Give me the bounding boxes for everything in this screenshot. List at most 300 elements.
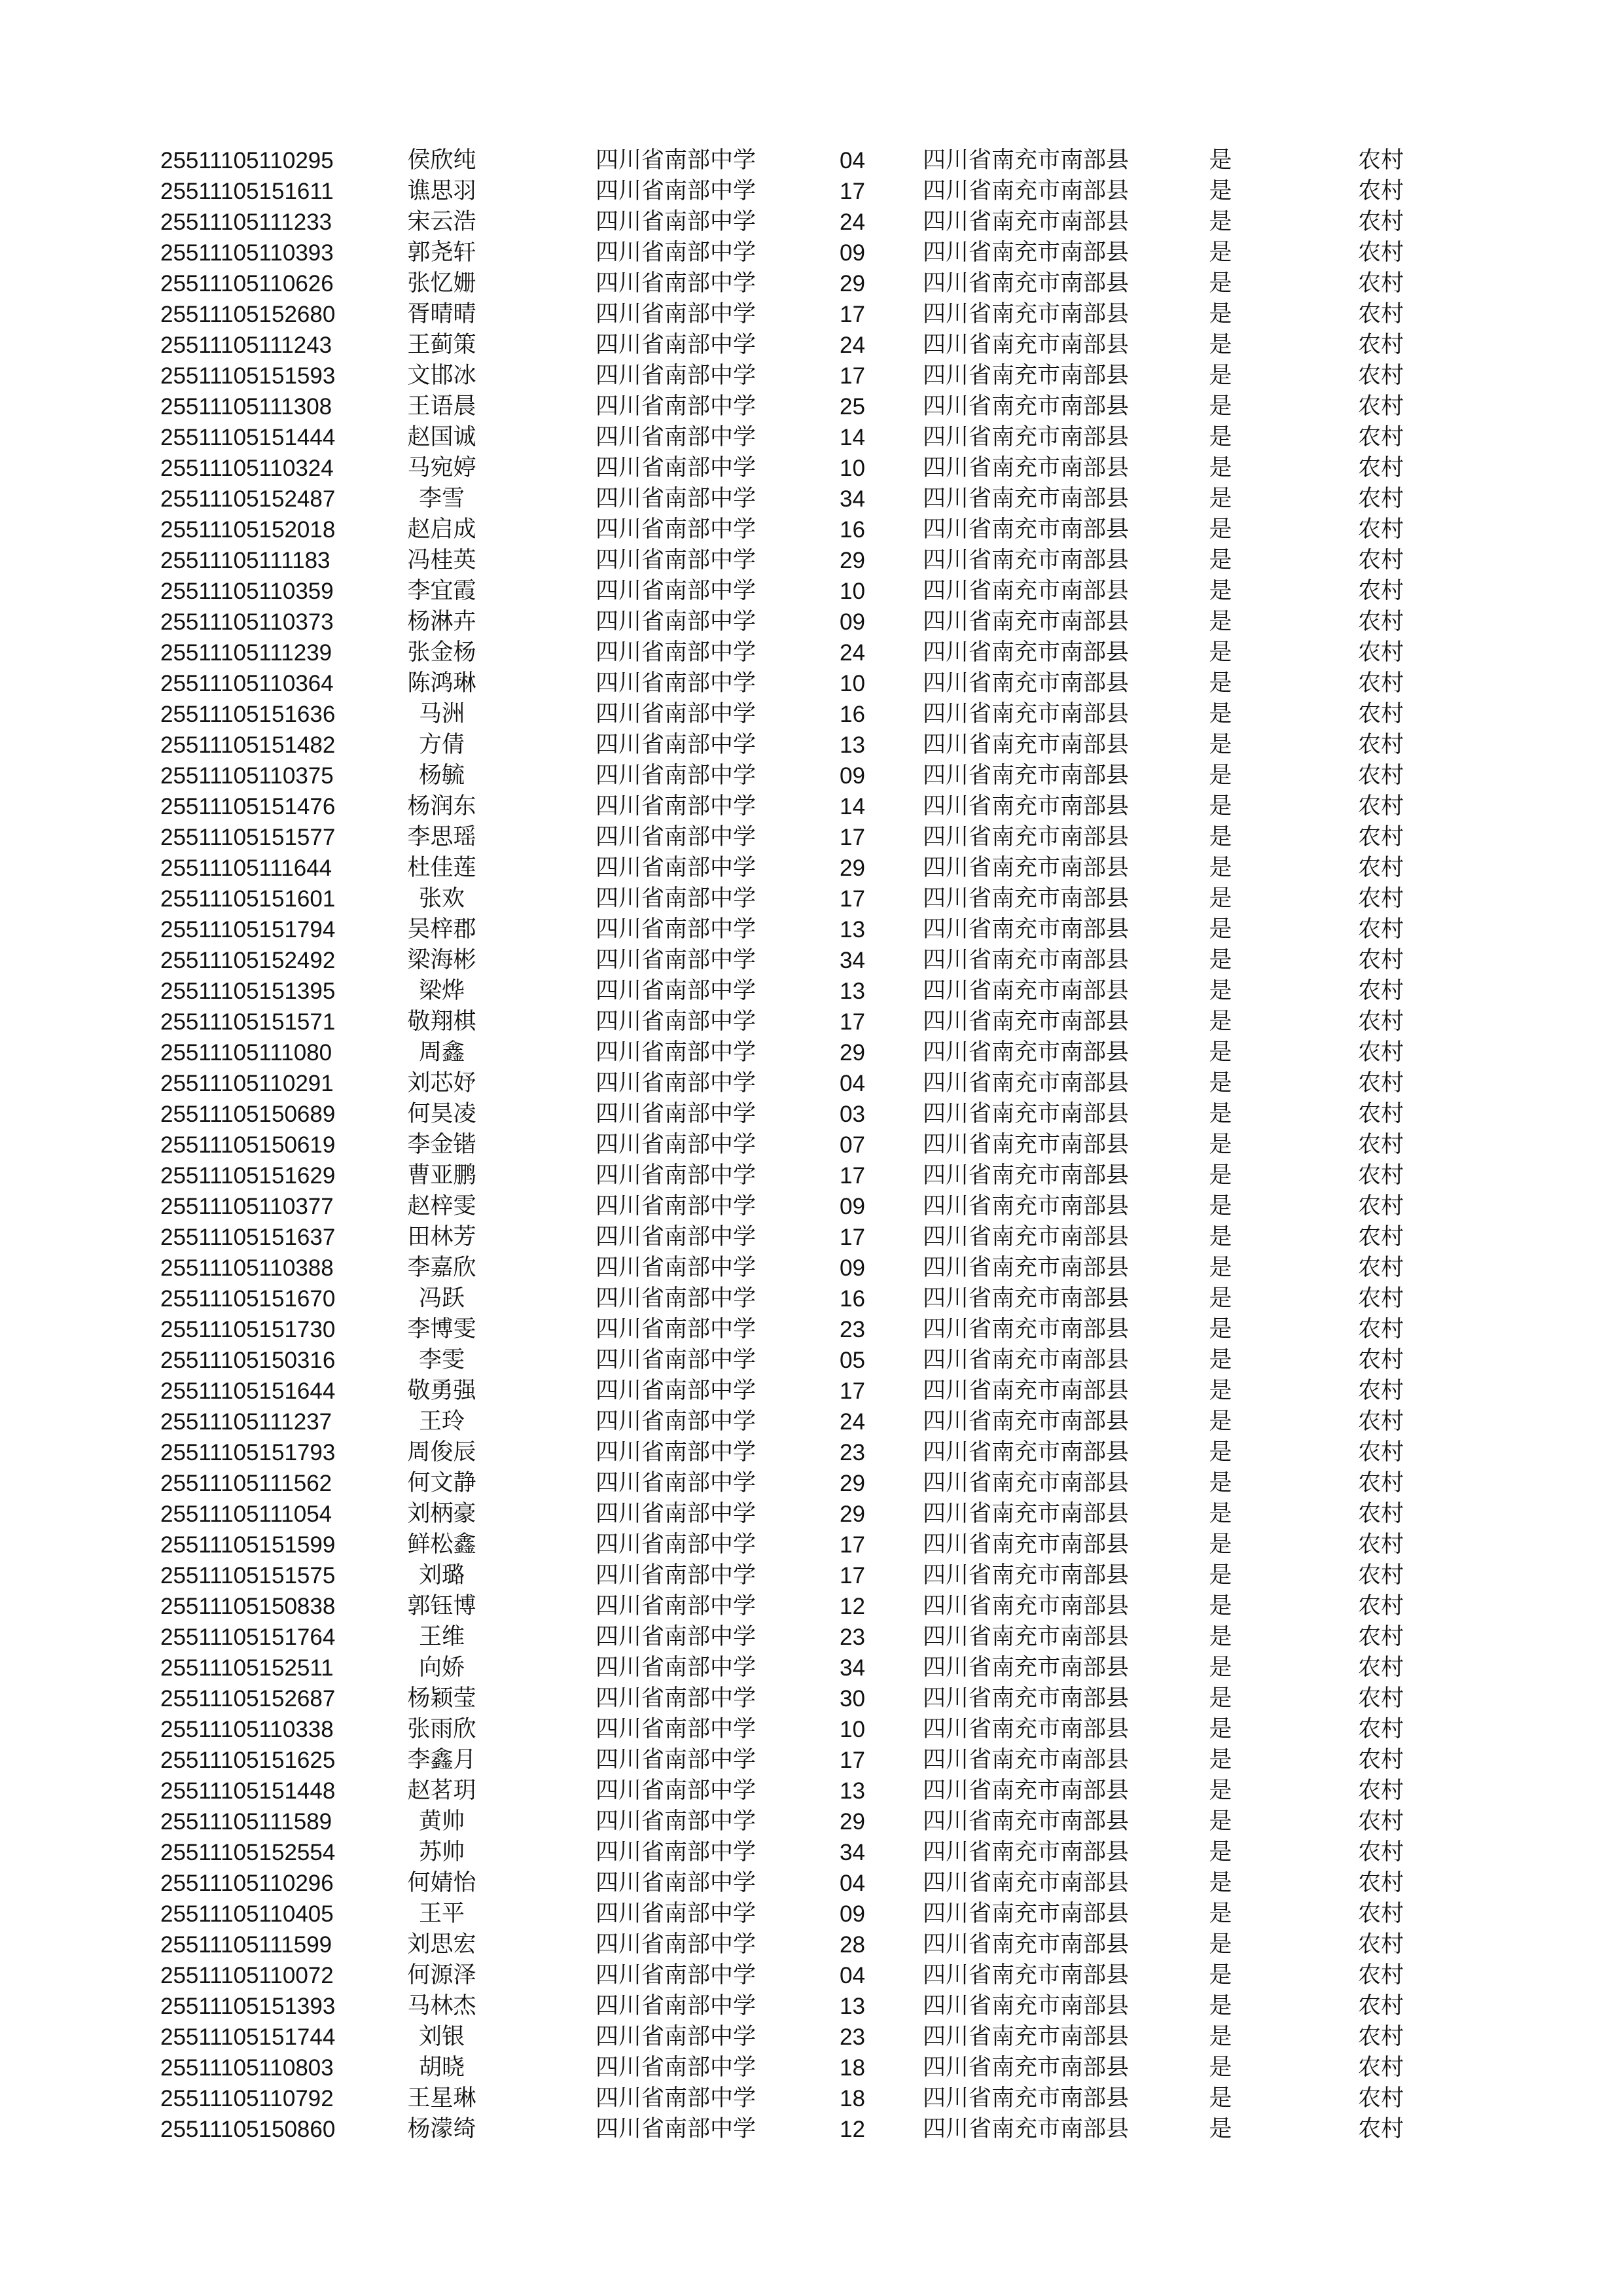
- region-cell: 四川省南充市南部县: [923, 1716, 1130, 1742]
- school-cell: 四川省南部中学: [596, 639, 757, 666]
- flag-cell: 是: [1209, 178, 1232, 204]
- flag-cell: 是: [1209, 1132, 1232, 1158]
- exam-id-cell: 25511105150860: [160, 2117, 336, 2142]
- region-cell: 四川省南充市南部县: [923, 1347, 1130, 1373]
- spacer-cell: [491, 330, 596, 361]
- exam-id-cell: 25511105150619: [160, 1132, 336, 1158]
- household-type-cell: 农村: [1357, 455, 1404, 481]
- household-type-cell: 农村: [1357, 1224, 1404, 1250]
- spacer-cell: [491, 453, 596, 484]
- school-cell: 四川省南部中学: [596, 147, 757, 173]
- student-name-cell: 刘柄豪: [407, 1501, 476, 1527]
- region-cell: 四川省南充市南部县: [923, 209, 1130, 235]
- student-name-cell: 梁烨: [418, 978, 465, 1004]
- flag-cell: 是: [1209, 855, 1232, 881]
- flag-cell: 是: [1209, 209, 1232, 235]
- exam-id-cell: 25511105111589: [160, 1809, 332, 1835]
- class-cell: 29: [840, 1809, 865, 1835]
- household-type-cell: 农村: [1357, 209, 1404, 235]
- class-cell: 04: [840, 1963, 865, 1988]
- exam-id-cell: 25511105152492: [160, 948, 336, 973]
- student-name-cell: 杜佳莲: [407, 855, 476, 881]
- household-type-cell: 农村: [1357, 1255, 1404, 1281]
- exam-id-cell: 25511105111239: [160, 640, 332, 666]
- region-cell: 四川省南充市南部县: [923, 1839, 1130, 1865]
- student-name-cell: 杨毓: [418, 762, 465, 789]
- exam-id-cell: 25511105151629: [160, 1163, 336, 1189]
- flag-cell: 是: [1209, 1747, 1232, 1773]
- table-row: [160, 1191, 1482, 1222]
- flag-cell: 是: [1209, 1839, 1232, 1865]
- household-type-cell: 农村: [1357, 1532, 1404, 1558]
- exam-id-cell: 25511105111644: [160, 855, 332, 881]
- table-row: [160, 1468, 1482, 1499]
- table-row: [160, 1899, 1482, 1929]
- spacer-cell: [491, 607, 596, 637]
- household-type-cell: 农村: [1357, 1747, 1404, 1773]
- exam-id-cell: 25511105151393: [160, 1994, 336, 2019]
- table-row: [160, 668, 1482, 699]
- school-cell: 四川省南部中学: [596, 393, 757, 420]
- region-cell: 四川省南充市南部县: [923, 1685, 1130, 1712]
- school-cell: 四川省南部中学: [596, 578, 757, 604]
- class-cell: 17: [840, 1748, 865, 1773]
- class-cell: 17: [840, 1532, 865, 1558]
- household-type-cell: 农村: [1357, 2085, 1404, 2111]
- region-cell: 四川省南充市南部县: [923, 1070, 1130, 1096]
- class-cell: 09: [840, 1901, 865, 1927]
- flag-cell: 是: [1209, 1993, 1232, 2019]
- student-name-cell: 何文静: [407, 1470, 476, 1496]
- table-row: [160, 484, 1482, 514]
- household-type-cell: 农村: [1357, 424, 1404, 450]
- class-cell: 17: [840, 179, 865, 204]
- exam-id-cell: 25511105111243: [160, 332, 332, 358]
- region-cell: 四川省南充市南部县: [923, 516, 1130, 543]
- spacer-cell: [491, 1160, 596, 1191]
- flag-cell: 是: [1209, 824, 1232, 850]
- flag-cell: 是: [1209, 2024, 1232, 2050]
- student-name-cell: 刘璐: [418, 1562, 465, 1588]
- student-name-cell: 赵梓雯: [407, 1193, 476, 1219]
- class-cell: 03: [840, 1102, 865, 1127]
- household-type-cell: 农村: [1357, 1378, 1404, 1404]
- flag-cell: 是: [1209, 1470, 1232, 1496]
- school-cell: 四川省南部中学: [596, 1778, 757, 1804]
- household-type-cell: 农村: [1357, 916, 1404, 942]
- spacer-cell: [491, 699, 596, 730]
- school-cell: 四川省南部中学: [596, 1470, 757, 1496]
- household-type-cell: 农村: [1357, 824, 1404, 850]
- table-row: [160, 1530, 1482, 1560]
- flag-cell: 是: [1209, 1439, 1232, 1465]
- exam-id-cell: 25511105152554: [160, 1840, 336, 1865]
- region-cell: 四川省南充市南部县: [923, 1808, 1130, 1835]
- household-type-cell: 农村: [1357, 147, 1404, 173]
- household-type-cell: 农村: [1357, 270, 1404, 296]
- flag-cell: 是: [1209, 1408, 1232, 1435]
- region-cell: 四川省南充市南部县: [923, 424, 1130, 450]
- student-name-cell: 鲜松鑫: [407, 1532, 476, 1558]
- student-name-cell: 黄帅: [418, 1808, 465, 1835]
- spacer-cell: [491, 1099, 596, 1130]
- flag-cell: 是: [1209, 1655, 1232, 1681]
- exam-id-cell: 25511105111562: [160, 1471, 332, 1496]
- table-row: [160, 884, 1482, 914]
- table-row: [160, 607, 1482, 637]
- flag-cell: 是: [1209, 886, 1232, 912]
- exam-id-cell: 25511105151744: [160, 2024, 336, 2050]
- class-cell: 18: [840, 2086, 865, 2111]
- region-cell: 四川省南充市南部县: [923, 2116, 1130, 2142]
- table-row: [160, 1560, 1482, 1591]
- school-cell: 四川省南部中学: [596, 2085, 757, 2111]
- flag-cell: 是: [1209, 1378, 1232, 1404]
- school-cell: 四川省南部中学: [596, 1039, 757, 1066]
- table-row: [160, 1622, 1482, 1653]
- region-cell: 四川省南充市南部县: [923, 1747, 1130, 1773]
- table-row: [160, 1929, 1482, 1960]
- school-cell: 四川省南部中学: [596, 1132, 757, 1158]
- table-row: [160, 1868, 1482, 1899]
- region-cell: 四川省南充市南部县: [923, 1101, 1130, 1127]
- school-cell: 四川省南部中学: [596, 1009, 757, 1035]
- table-row: [160, 576, 1482, 607]
- class-cell: 12: [840, 2117, 865, 2142]
- household-type-cell: 农村: [1357, 578, 1404, 604]
- exam-id-cell: 25511105151575: [160, 1563, 336, 1588]
- region-cell: 四川省南充市南部县: [923, 301, 1130, 327]
- table-row: [160, 1068, 1482, 1099]
- spacer-cell: [491, 1283, 596, 1314]
- spacer-cell: [491, 514, 596, 545]
- school-cell: 四川省南部中学: [596, 855, 757, 881]
- flag-cell: 是: [1209, 516, 1232, 543]
- school-cell: 四川省南部中学: [596, 1562, 757, 1588]
- school-cell: 四川省南部中学: [596, 2116, 757, 2142]
- school-cell: 四川省南部中学: [596, 1316, 757, 1342]
- region-cell: 四川省南充市南部县: [923, 1408, 1130, 1435]
- school-cell: 四川省南部中学: [596, 1655, 757, 1681]
- region-cell: 四川省南充市南部县: [923, 1993, 1130, 2019]
- table-row: [160, 1130, 1482, 1160]
- table-row: [160, 1837, 1482, 1868]
- table-row: [160, 1683, 1482, 1714]
- exam-id-cell: 25511105111080: [160, 1040, 332, 1066]
- flag-cell: 是: [1209, 1562, 1232, 1588]
- student-name-cell: 赵国诚: [407, 424, 476, 450]
- household-type-cell: 农村: [1357, 332, 1404, 358]
- student-name-cell: 刘芯妤: [407, 1070, 476, 1096]
- school-cell: 四川省南部中学: [596, 363, 757, 389]
- spacer-cell: [491, 145, 596, 176]
- region-cell: 四川省南充市南部县: [923, 1132, 1130, 1158]
- school-cell: 四川省南部中学: [596, 1624, 757, 1650]
- spacer-cell: [491, 361, 596, 391]
- household-type-cell: 农村: [1357, 978, 1404, 1004]
- student-name-cell: 王蓟策: [407, 332, 476, 358]
- student-name-cell: 王星琳: [407, 2085, 476, 2111]
- flag-cell: 是: [1209, 670, 1232, 696]
- class-cell: 14: [840, 425, 865, 450]
- class-cell: 13: [840, 1994, 865, 2019]
- class-cell: 04: [840, 1071, 865, 1096]
- flag-cell: 是: [1209, 363, 1232, 389]
- student-name-cell: 何源泽: [407, 1962, 476, 1988]
- spacer-cell: [491, 2022, 596, 2053]
- region-cell: 四川省南充市南部县: [923, 363, 1130, 389]
- region-cell: 四川省南充市南部县: [923, 1532, 1130, 1558]
- spacer-cell: [491, 1222, 596, 1253]
- class-cell: 13: [840, 978, 865, 1004]
- exam-id-cell: 25511105111054: [160, 1501, 332, 1527]
- flag-cell: 是: [1209, 1039, 1232, 1066]
- region-cell: 四川省南充市南部县: [923, 824, 1130, 850]
- student-name-cell: 张金杨: [407, 639, 476, 666]
- class-cell: 09: [840, 609, 865, 635]
- table-row: [160, 514, 1482, 545]
- spacer-cell: [491, 1499, 596, 1530]
- school-cell: 四川省南部中学: [596, 947, 757, 973]
- household-type-cell: 农村: [1357, 240, 1404, 266]
- student-name-cell: 李博雯: [407, 1316, 476, 1342]
- spacer-cell: [491, 1653, 596, 1683]
- household-type-cell: 农村: [1357, 2024, 1404, 2050]
- student-name-cell: 马宛婷: [407, 455, 476, 481]
- class-cell: 10: [840, 1717, 865, 1742]
- student-name-cell: 李雯: [418, 1347, 465, 1373]
- table-row: [160, 268, 1482, 299]
- flag-cell: 是: [1209, 270, 1232, 296]
- household-type-cell: 农村: [1357, 1132, 1404, 1158]
- student-name-cell: 宋云浩: [407, 209, 476, 235]
- household-type-cell: 农村: [1357, 1562, 1404, 1588]
- spacer-cell: [491, 1745, 596, 1776]
- school-cell: 四川省南部中学: [596, 732, 757, 758]
- household-type-cell: 农村: [1357, 855, 1404, 881]
- class-cell: 34: [840, 948, 865, 973]
- flag-cell: 是: [1209, 732, 1232, 758]
- flag-cell: 是: [1209, 1162, 1232, 1189]
- class-cell: 10: [840, 671, 865, 696]
- household-type-cell: 农村: [1357, 1993, 1404, 2019]
- exam-id-cell: 25511105150689: [160, 1102, 336, 1127]
- household-type-cell: 农村: [1357, 516, 1404, 543]
- spacer-cell: [491, 1253, 596, 1283]
- table-row: [160, 1991, 1482, 2022]
- table-row: [160, 1960, 1482, 1991]
- class-cell: 29: [840, 1471, 865, 1496]
- class-cell: 04: [840, 148, 865, 173]
- table-row: [160, 1376, 1482, 1407]
- student-name-cell: 田林芳: [407, 1224, 476, 1250]
- flag-cell: 是: [1209, 2085, 1232, 2111]
- household-type-cell: 农村: [1357, 947, 1404, 973]
- region-cell: 四川省南充市南部县: [923, 1193, 1130, 1219]
- student-name-cell: 文邯冰: [407, 363, 476, 389]
- exam-id-cell: 25511105150316: [160, 1348, 336, 1373]
- region-cell: 四川省南充市南部县: [923, 670, 1130, 696]
- school-cell: 四川省南部中学: [596, 1378, 757, 1404]
- flag-cell: 是: [1209, 1962, 1232, 1988]
- household-type-cell: 农村: [1357, 1870, 1404, 1896]
- school-cell: 四川省南部中学: [596, 1101, 757, 1127]
- exam-id-cell: 25511105151482: [160, 732, 336, 758]
- spacer-cell: [491, 730, 596, 761]
- student-list-table: [160, 145, 1482, 2145]
- table-row: [160, 761, 1482, 791]
- spacer-cell: [491, 1314, 596, 1345]
- school-cell: 四川省南部中学: [596, 2024, 757, 2050]
- household-type-cell: 农村: [1357, 1470, 1404, 1496]
- household-type-cell: 农村: [1357, 1193, 1404, 1219]
- table-row: [160, 914, 1482, 945]
- student-name-cell: 王维: [418, 1624, 465, 1650]
- flag-cell: 是: [1209, 1316, 1232, 1342]
- class-cell: 23: [840, 1317, 865, 1342]
- flag-cell: 是: [1209, 1255, 1232, 1281]
- school-cell: 四川省南部中学: [596, 516, 757, 543]
- school-cell: 四川省南部中学: [596, 2054, 757, 2081]
- household-type-cell: 农村: [1357, 670, 1404, 696]
- exam-id-cell: 25511105111183: [160, 548, 330, 573]
- school-cell: 四川省南部中学: [596, 1162, 757, 1189]
- table-row: [160, 1037, 1482, 1068]
- exam-id-cell: 25511105110405: [160, 1901, 334, 1927]
- household-type-cell: 农村: [1357, 701, 1404, 727]
- table-row: [160, 299, 1482, 330]
- exam-id-cell: 25511105152487: [160, 486, 336, 512]
- exam-id-cell: 25511105110338: [160, 1717, 334, 1742]
- household-type-cell: 农村: [1357, 1624, 1404, 1650]
- school-cell: 四川省南部中学: [596, 701, 757, 727]
- class-cell: 29: [840, 548, 865, 573]
- class-cell: 17: [840, 1225, 865, 1250]
- region-cell: 四川省南充市南部县: [923, 147, 1130, 173]
- class-cell: 14: [840, 794, 865, 819]
- class-cell: 29: [840, 855, 865, 881]
- exam-id-cell: 25511105110792: [160, 2086, 334, 2111]
- spacer-cell: [491, 576, 596, 607]
- flag-cell: 是: [1209, 1593, 1232, 1619]
- exam-id-cell: 25511105111308: [160, 394, 332, 420]
- region-cell: 四川省南充市南部县: [923, 762, 1130, 789]
- region-cell: 四川省南充市南部县: [923, 978, 1130, 1004]
- spacer-cell: [491, 668, 596, 699]
- school-cell: 四川省南部中学: [596, 455, 757, 481]
- student-name-cell: 何昊凌: [407, 1101, 476, 1127]
- household-type-cell: 农村: [1357, 886, 1404, 912]
- household-type-cell: 农村: [1357, 1316, 1404, 1342]
- spacer-cell: [491, 853, 596, 884]
- student-name-cell: 杨润东: [407, 793, 476, 819]
- school-cell: 四川省南部中学: [596, 916, 757, 942]
- household-type-cell: 农村: [1357, 1439, 1404, 1465]
- spacer-cell: [491, 1837, 596, 1868]
- school-cell: 四川省南部中学: [596, 332, 757, 358]
- region-cell: 四川省南充市南部县: [923, 1901, 1130, 1927]
- student-name-cell: 李嘉欣: [407, 1255, 476, 1281]
- exam-id-cell: 25511105110377: [160, 1194, 334, 1219]
- household-type-cell: 农村: [1357, 1101, 1404, 1127]
- table-row: [160, 822, 1482, 853]
- household-type-cell: 农村: [1357, 486, 1404, 512]
- student-name-cell: 刘银: [418, 2024, 465, 2050]
- table-row: [160, 1745, 1482, 1776]
- student-name-cell: 敬勇强: [407, 1378, 476, 1404]
- class-cell: 34: [840, 1840, 865, 1865]
- exam-id-cell: 25511105110324: [160, 456, 334, 481]
- student-name-cell: 王玲: [418, 1408, 465, 1435]
- school-cell: 四川省南部中学: [596, 1255, 757, 1281]
- table-row: [160, 1806, 1482, 1837]
- flag-cell: 是: [1209, 1193, 1232, 1219]
- exam-id-cell: 25511105111237: [160, 1409, 332, 1435]
- household-type-cell: 农村: [1357, 639, 1404, 666]
- household-type-cell: 农村: [1357, 793, 1404, 819]
- school-cell: 四川省南部中学: [596, 1962, 757, 1988]
- class-cell: 12: [840, 1594, 865, 1619]
- class-cell: 07: [840, 1132, 865, 1158]
- class-cell: 09: [840, 1255, 865, 1281]
- spacer-cell: [491, 914, 596, 945]
- table-row: [160, 2114, 1482, 2145]
- household-type-cell: 农村: [1357, 1347, 1404, 1373]
- flag-cell: 是: [1209, 1901, 1232, 1927]
- flag-cell: 是: [1209, 2054, 1232, 2081]
- table-row: [160, 1437, 1482, 1468]
- exam-id-cell: 25511105152018: [160, 517, 336, 543]
- student-name-cell: 杨濛绮: [407, 2116, 476, 2142]
- region-cell: 四川省南充市南部县: [923, 1655, 1130, 1681]
- household-type-cell: 农村: [1357, 1901, 1404, 1927]
- spacer-cell: [491, 1407, 596, 1437]
- student-name-cell: 马林杰: [407, 1993, 476, 2019]
- student-list-body: [160, 145, 1482, 2145]
- exam-id-cell: 25511105110072: [160, 1963, 334, 1988]
- region-cell: 四川省南充市南部县: [923, 1255, 1130, 1281]
- region-cell: 四川省南充市南部县: [923, 2024, 1130, 2050]
- region-cell: 四川省南充市南部县: [923, 270, 1130, 296]
- school-cell: 四川省南部中学: [596, 1870, 757, 1896]
- school-cell: 四川省南部中学: [596, 1408, 757, 1435]
- exam-id-cell: 25511105110393: [160, 240, 334, 266]
- table-row: [160, 1160, 1482, 1191]
- spacer-cell: [491, 637, 596, 668]
- student-name-cell: 杨颖莹: [407, 1685, 476, 1712]
- class-cell: 16: [840, 702, 865, 727]
- exam-id-cell: 25511105152687: [160, 1686, 336, 1712]
- region-cell: 四川省南充市南部县: [923, 393, 1130, 420]
- exam-id-cell: 25511105110291: [160, 1071, 334, 1096]
- spacer-cell: [491, 1130, 596, 1160]
- class-cell: 28: [840, 1932, 865, 1958]
- region-cell: 四川省南充市南部县: [923, 455, 1130, 481]
- household-type-cell: 农村: [1357, 1716, 1404, 1742]
- region-cell: 四川省南充市南部县: [923, 1039, 1130, 1066]
- school-cell: 四川省南部中学: [596, 1070, 757, 1096]
- student-name-cell: 郭尧轩: [407, 240, 476, 266]
- school-cell: 四川省南部中学: [596, 1839, 757, 1865]
- class-cell: 25: [840, 394, 865, 420]
- spacer-cell: [491, 238, 596, 268]
- table-row: [160, 391, 1482, 422]
- flag-cell: 是: [1209, 393, 1232, 420]
- school-cell: 四川省南部中学: [596, 1285, 757, 1312]
- school-cell: 四川省南部中学: [596, 1439, 757, 1465]
- household-type-cell: 农村: [1357, 178, 1404, 204]
- exam-id-cell: 25511105151448: [160, 1778, 336, 1804]
